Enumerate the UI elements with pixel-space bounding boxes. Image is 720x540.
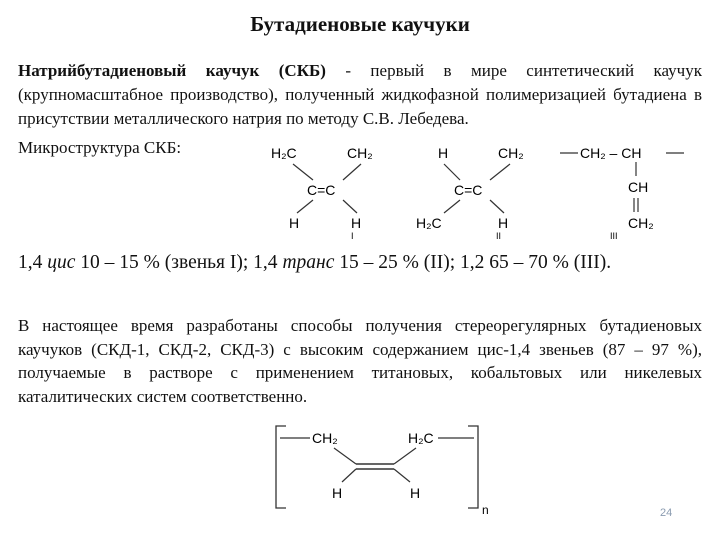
unit-subscript-n: n — [482, 503, 489, 517]
s2-top-right: CH₂ — [498, 145, 524, 161]
unit-right-h2c: H₂C — [408, 430, 434, 446]
s2-double-bond: C=C — [454, 182, 483, 198]
unit-left-ch2: CH₂ — [312, 430, 338, 446]
structure-ii — [410, 140, 540, 240]
page-number: 24 — [660, 507, 673, 519]
structure-i — [265, 140, 395, 240]
s3-ch2: CH₂ — [628, 215, 654, 231]
s1-top-right: CH₂ — [347, 145, 373, 161]
s3-chain: CH₂ – CH — [580, 145, 642, 161]
iso-trans-word: транс — [282, 252, 335, 273]
unit-bottom-left-h: H — [332, 485, 343, 501]
s1-top-left: H₂C — [271, 145, 297, 161]
iso-cis-value: 10 – 15 % (звенья I); 1,4 — [75, 252, 283, 273]
unit-bottom-right-h: H — [410, 485, 421, 501]
s2-top-left: H — [438, 145, 449, 161]
s3-numeral: III — [610, 231, 618, 240]
polymer-repeat-unit — [270, 418, 500, 528]
iso-trans-value: 15 – 25 % (II); 1,2 65 – 70 % (III). — [334, 252, 612, 273]
s1-bottom-left: H — [289, 215, 300, 231]
microstructure-label: Микроструктура СКБ: — [18, 138, 182, 157]
structure-iii — [558, 140, 698, 240]
paragraph-stereoregular: В настоящее время разработаны способы получения стереорегулярных бутадиеновых каучуков (СКД-1, СКД-2, СКД-3) с высоким содержанием цис-1,4 звеньев (87 – 97 %), получаемые в растворе с применением титановых, кобальтовых или никелевых каталитических систем соответственно. — [18, 316, 702, 406]
s3-ch: CH — [628, 179, 649, 195]
intro-text: - первый в мире синтетический каучук (крупномасштабное производство), полученный жидкофазной полимеризацией бутадиена в присутствии металлического натрия по методу С.В. Лебедева. — [18, 61, 702, 128]
s1-numeral: I — [351, 231, 354, 240]
s2-bottom-left: H₂C — [416, 215, 442, 231]
isomer-content-line — [18, 252, 708, 274]
intro-paragraph — [18, 59, 702, 131]
s1-bottom-right: H — [351, 215, 362, 231]
iso-cis-word: цис — [47, 252, 76, 273]
s2-numeral: II — [496, 231, 502, 240]
iso-prefix: 1,4 — [18, 252, 48, 273]
s2-bottom-right: H — [498, 215, 509, 231]
s1-double-bond: C=C — [307, 182, 336, 198]
slide-title: Бутадиеновые каучуки — [250, 12, 470, 36]
intro-term: Натрийбутадиеновый каучук (СКБ) — [18, 61, 326, 80]
